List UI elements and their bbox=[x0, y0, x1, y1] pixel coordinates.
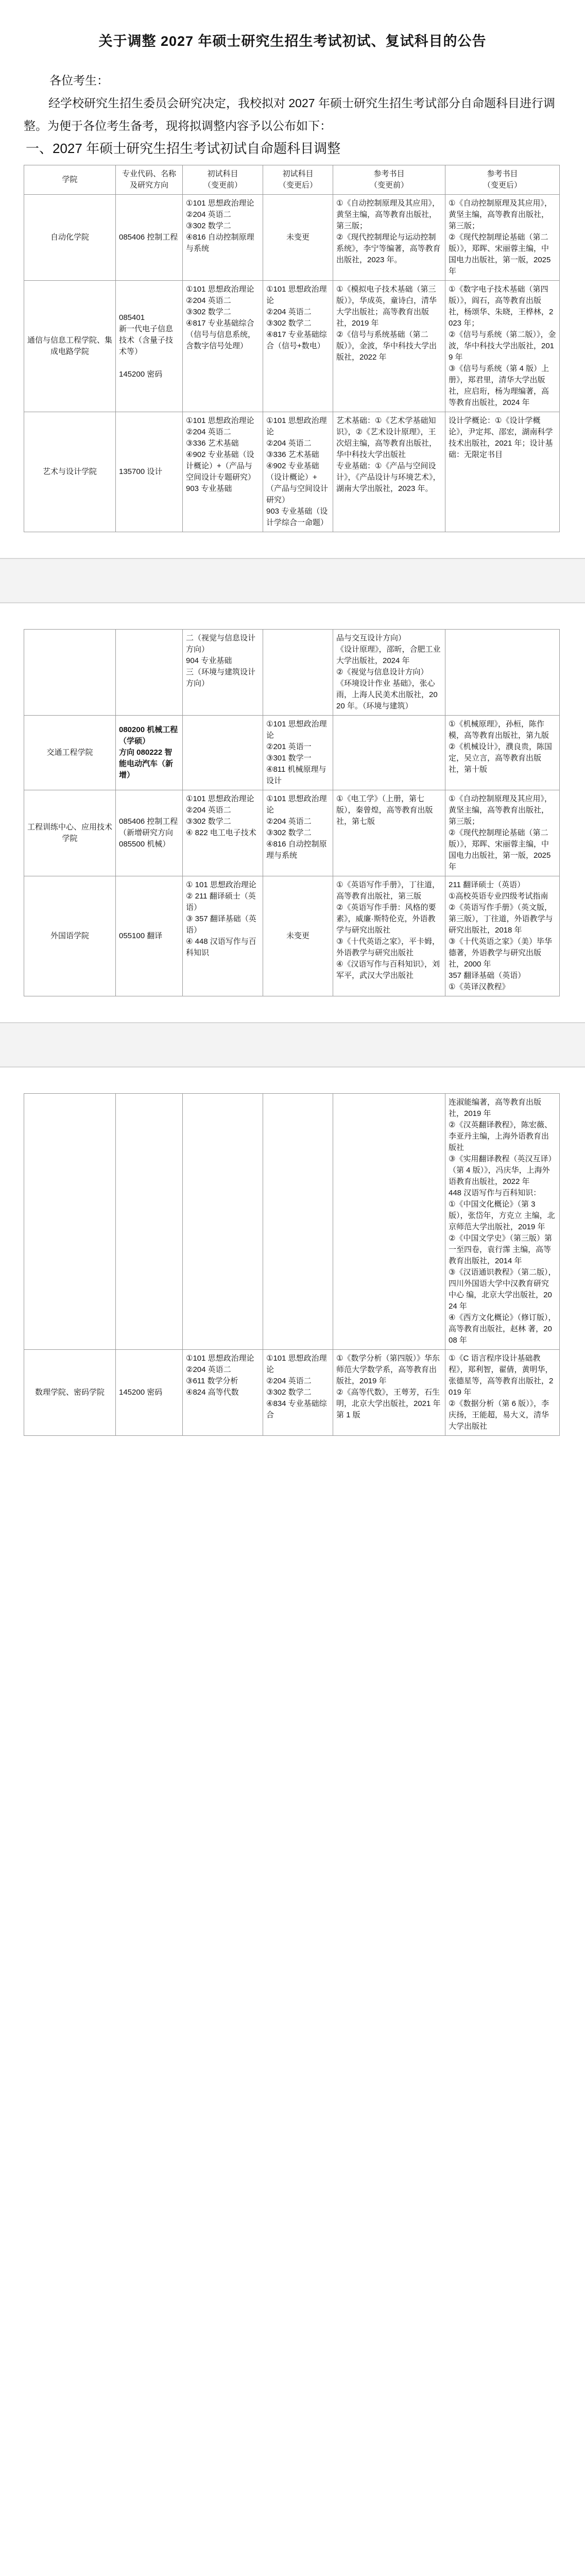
before-cell: ①101 思想政治理论 ②204 英语二 ③302 数学二 ④ 822 电工电子技术 bbox=[183, 790, 263, 876]
before-cell: ①101 思想政治理论 ②204 英语二 ③336 艺术基础 ④902 专业基础（设计概论）+（产品与空间设计专题研究） 903 专业基础 bbox=[183, 412, 263, 532]
ref-after-cell: ①《自动控制原理及其应用》，黄坚主编，高等教育出版社，第三版； ②《现代控制理论基础（第二版）》，郑晖、宋丽蓉主编，中国电力出版社，第一版，2025 年 bbox=[445, 195, 560, 281]
subject-table-part-2 bbox=[24, 629, 560, 996]
after-cell: ①101 思想政治理论 ②204 英语二 ③336 艺术基础 ④902 专业基础（设计概论）+（产品与空间设计研究） 903 专业基础（设计学综合一命题） bbox=[263, 412, 333, 532]
ref-after-cell: ①《自动控制原理及其应用》，黄坚主编，高等教育出版社，第三版； ②《现代控制理论基础（第二版）》，郑晖、宋丽蓉主编，中国电力出版社，第一版，2025 年 bbox=[445, 790, 560, 876]
table-row bbox=[24, 1350, 560, 1436]
table-header-row bbox=[24, 165, 560, 195]
ref-before-cell: ①《模拟电子技术基础（第三版）》，华成英，童诗白，清华大学出版社；高等教育出版社，2019 年 ②《信号与系统基础（第二版）》，金波，华中科技大学出版社，2022 年 bbox=[333, 281, 445, 412]
before-cell: ①101 思想政治理论 ②204 英语二 ③611 数学分析 ④824 高等代数 bbox=[183, 1350, 263, 1436]
after-cell bbox=[263, 1094, 333, 1350]
major-cell: 145200 密码 bbox=[116, 1350, 183, 1436]
major-cell: 135700 设计 bbox=[116, 412, 183, 532]
ref-before-cell: ①《英语写作手册》，丁往道，高等教育出版社，第三版 ②《英语写作手册：风格的要素》，威廉·斯特伦克，外语教学与研究出版社 ③《十代英语之家》，平卡姆，外语教学与研究出版社 ④《汉语写作与百科知识》，刘军平，武汉大学出版社 bbox=[333, 876, 445, 996]
table-row bbox=[24, 281, 560, 412]
school-cell: 工程训练中心、应用技术学院 bbox=[24, 790, 116, 876]
table-row bbox=[24, 412, 560, 532]
header-school: 学院 bbox=[24, 165, 116, 195]
before-cell bbox=[183, 716, 263, 790]
table-row bbox=[24, 790, 560, 876]
ref-after-cell bbox=[445, 630, 560, 716]
announcement-continued bbox=[0, 629, 585, 996]
announcement bbox=[0, 0, 585, 532]
greeting: 各位考生： bbox=[49, 74, 109, 87]
major-cell: 055100 翻译 bbox=[116, 876, 183, 996]
header-ref-after: 参考书目 （变更后） bbox=[445, 165, 560, 195]
subject-table-part-1 bbox=[24, 165, 560, 532]
before-cell bbox=[183, 1094, 263, 1350]
after-cell: ①101 思想政治理论 ②204 英语二 ③302 数学二 ④834 专业基础综合 bbox=[263, 1350, 333, 1436]
section-heading: 一、2027 年硕士研究生招生考试初试自命题科目调整 bbox=[26, 141, 341, 156]
ref-before-cell bbox=[333, 716, 445, 790]
ref-before-cell: ①《自动控制原理及其应用》，黄坚主编，高等教育出版社，第三版； ②《现代控制理论与运动控制系统》，李宁等编著，高等教育出版社，2023 年。 bbox=[333, 195, 445, 281]
ref-before-cell: 品与交互设计方向） 《设计原理》，邵昕，合肥工业大学出版社，2024 年 ②《视觉与信息设计方向） 《环境设计作业 基础》，张心雨，上海人民美术出版社，2020 年。（环境与建筑） bbox=[333, 630, 445, 716]
ref-before-cell: 艺术基础：①《艺术学基础知识》，②《艺术设计原理》，王次炤主编，高等教育出版社，华中科技大学出版社 专业基础：①《产品与空间设计》，《产品设计与环境艺术》，湖南大学出版社，2023 年。 bbox=[333, 412, 445, 532]
ref-after-cell: ①《机械原理》，孙桓，陈作模，高等教育出版社，第九版 ②《机械设计》，濮良贵，陈国定，吴立言，高等教育出版社，第十版 bbox=[445, 716, 560, 790]
ref-before-cell bbox=[333, 1094, 445, 1350]
after-cell: ①101 思想政治理论 ②204 英语二 ③302 数学二 ④817 专业基础综合（信号+数电） bbox=[263, 281, 333, 412]
table-row bbox=[24, 195, 560, 281]
after-cell: ①101 思想政治理论 ②204 英语二 ③302 数学二 ④816 自动控制原理与系统 bbox=[263, 790, 333, 876]
after-cell bbox=[263, 630, 333, 716]
ref-after-cell: 连淑能编著，高等教育出版社，2019 年 ②《汉英翻译教程》，陈宏薇、李亚丹主编，上海外语教育出版社 ③《实用翻译教程（英汉互译）（第 4 版）》，冯庆华，上海外语教育出版社，2022 年 448 汉语写作与百科知识： ①《中国文化概论》（第 3 版），张岱年，方克立 主编，北京师范大学出版社，2019 年 ②《中国文学史》（第三版）第一至四卷，袁行霈 主编，高等教育出版社，2014 年 ③《汉语通识教程》（第二版），四川外国语大学中汉教育研究中心 编，北京大学出版社，2024 年 ④《西方文化概论》（修订版），高等教育出版社，赵林 著，2008 年 bbox=[445, 1094, 560, 1350]
school-cell: 数理学院、密码学院 bbox=[24, 1350, 116, 1436]
subject-table-part-3 bbox=[24, 1093, 560, 1436]
school-cell bbox=[24, 1094, 116, 1350]
major-cell: 085406 控制工程 bbox=[116, 195, 183, 281]
ref-before-cell: ①《电工学》（上册，第七版），秦曾煌，高等教育出版社，第七版 bbox=[333, 790, 445, 876]
school-cell: 外国语学院 bbox=[24, 876, 116, 996]
before-cell: 二（视觉与信息设计方向） 904 专业基础 三（环境与建筑设计方向） bbox=[183, 630, 263, 716]
page-title: 关于调整 2027 年硕士研究生招生考试初试、复试科目的公告 bbox=[98, 33, 487, 49]
major-cell bbox=[116, 1094, 183, 1350]
ref-after-cell: 设计学概论：①《设计学概论》，尹定邦、邵宏，湖南科学技术出版社，2021 年；设计基础：无限定书目 bbox=[445, 412, 560, 532]
intro-paragraph: 经学校研究生招生委员会研究决定，我校拟对 2027 年硕士研究生招生考试部分自命题科目进行调整。为便于各位考生备考，现将拟调整内容予以公布如下： bbox=[24, 96, 555, 132]
header-before: 初试科目 （变更前） bbox=[183, 165, 263, 195]
page-separator bbox=[0, 1022, 585, 1067]
table-row bbox=[24, 876, 560, 996]
before-cell: ①101 思想政治理论 ②204 英语二 ③302 数学二 ④817 专业基础综合（信号与信息系统，含数字信号处理） bbox=[183, 281, 263, 412]
announcement-continued-2 bbox=[0, 1093, 585, 1436]
school-cell bbox=[24, 630, 116, 716]
ref-after-cell: ①《C 语言程序设计基础教程》，郑利智，翟倩，黄明华，张德星等，高等教育出版社，2019 年 ②《数据分析（第 6 版）》，李庆扬，王能超，易大义，清华大学出版社 bbox=[445, 1350, 560, 1436]
before-cell: ①101 思想政治理论 ②204 英语二 ③302 数学二 ④816 自动控制原理与系统 bbox=[183, 195, 263, 281]
table-row bbox=[24, 1094, 560, 1350]
table-row bbox=[24, 630, 560, 716]
header-ref-before: 参考书目 （变更前） bbox=[333, 165, 445, 195]
header-after: 初试科目 （变更后） bbox=[263, 165, 333, 195]
header-major: 专业代码、名称及研究方向 bbox=[116, 165, 183, 195]
after-cell: ①101 思想政治理论 ②201 英语一 ③301 数学一 ④811 机械原理与设计 bbox=[263, 716, 333, 790]
table-row bbox=[24, 716, 560, 790]
ref-after-cell: ①《数字电子技术基础（第四版）》，阎石，高等教育出版社，杨颂华、朱晓，王桦林，2023 年； ②《信号与系统（第二版）》，金波，华中科技大学出版社，2019 年 ③《信号与系统（第 4 版）上册》，郑君里，清华大学出版社，应启珩，杨为理编著，高等教育出版社，2024 年 bbox=[445, 281, 560, 412]
school-cell: 自动化学院 bbox=[24, 195, 116, 281]
before-cell: ① 101 思想政治理论 ② 211 翻译硕士（英语） ③ 357 翻译基础（英语） ④ 448 汉语写作与百科知识 bbox=[183, 876, 263, 996]
after-cell: 未变更 bbox=[263, 876, 333, 996]
major-cell: 085406 控制工程（新增研究方向 085500 机械） bbox=[116, 790, 183, 876]
school-cell: 通信与信息工程学院、集成电路学院 bbox=[24, 281, 116, 412]
school-cell: 艺术与设计学院 bbox=[24, 412, 116, 532]
school-cell: 交通工程学院 bbox=[24, 716, 116, 790]
ref-after-cell: 211 翻译硕士（英语） ①高校英语专业四级考试指南 ②《英语写作手册》（英文版，第三版），丁往道，外语教学与研究出版社，2018 年 ③《十代英语之家》（美）毕华德著，外语教学与研究出版社，2000 年 357 翻译基础（英语） ①《英译汉教程》 bbox=[445, 876, 560, 996]
major-cell bbox=[116, 630, 183, 716]
major-cell: 085401 新一代电子信息技术（含量子技术等） 145200 密码 bbox=[116, 281, 183, 412]
after-cell: 未变更 bbox=[263, 195, 333, 281]
major-cell: 080200 机械工程（学硕） 方向 080222 智能电动汽车（新增） bbox=[116, 716, 183, 790]
page-separator bbox=[0, 558, 585, 603]
ref-before-cell: ①《数学分析（第四版）》华东师范大学数学系，高等教育出版社，2019 年 ②《高等代数》，王萼芳，石生明，北京大学出版社，2021 年第 1 版 bbox=[333, 1350, 445, 1436]
